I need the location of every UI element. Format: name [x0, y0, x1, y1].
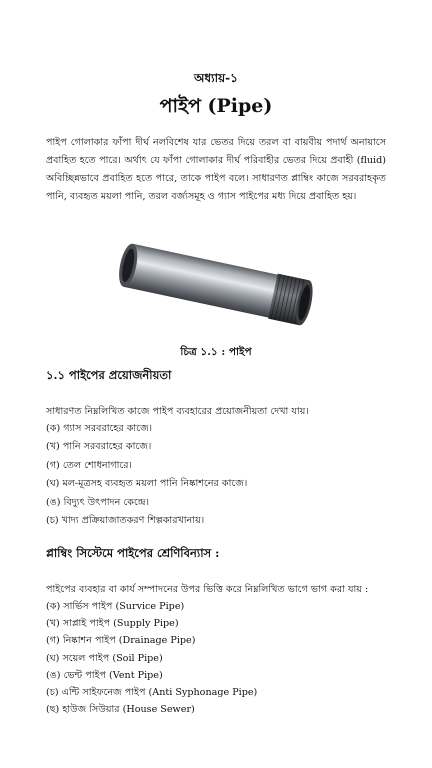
list-item: (ঙ) বিদ্যুৎ উৎপাদন কেন্দ্রে। — [46, 496, 150, 508]
list-item: (ঘ) মল-মূত্রসহ ব্যবহৃত ময়লা পানি নিষ্কাশনের কাজে। — [46, 478, 248, 490]
chapter-label: অধ্যায়-১ — [194, 71, 238, 85]
list-item: (গ) নিষ্কাশন পাইপ (Drainage Pipe) — [46, 635, 196, 647]
list-item: (ক) সার্ভিস পাইপ (Survice Pipe) — [46, 601, 185, 612]
list-item: (ঙ) ভেন্ট পাইপ (Vent Pipe) — [46, 669, 163, 681]
section-heading-classification: প্লাম্বিং সিস্টেমে পাইপের শ্রেণিবিন্যাস : — [46, 546, 220, 560]
list-item: (ছ) হাউজ সিউয়ার (House Sewer) — [46, 704, 195, 716]
necessity-list — [46, 420, 247, 530]
list-item: (খ) পানি সরবরাহের কাজে। — [46, 441, 152, 453]
section-heading-necessity: ১.১ পাইপের প্রয়োজনীয়তা — [46, 368, 172, 382]
pipe-image — [106, 240, 326, 330]
classification-list — [46, 598, 257, 718]
list-item: (গ) তেল শোধনাগারে। — [46, 459, 132, 471]
necessity-lead: সাধারণত নিম্নলিখিত কাজে পাইপ ব্যবহারের প্রয়োজনীয়তা দেখা যায়। — [46, 406, 309, 417]
list-item: (চ) এন্টি সাইফনেজ পাইপ (Anti Syphonage Pipe) — [46, 686, 258, 698]
list-item: (ঘ) সয়েল পাইপ (Soil Pipe) — [46, 652, 163, 664]
list-item: (চ) খাদ্য প্রক্রিয়াজাতকরণ শিল্পকারখানায়। — [46, 514, 205, 526]
list-item: (ক) গ্যাস সরবরাহের কাজে। — [46, 423, 153, 434]
intro-paragraph: পাইপ গোলাকার ফাঁপা দীর্ঘ নলবিশেষ যার ভেতর দিয়ে তরল বা বায়বীয় পদার্থ অনায়াসে প্রবাহিত হতে পারে। অর্থাৎ যে ফাঁপা গোলাকার দীর্ঘ পরিবাহীর ভেতর দিয়ে প্রবাহী (fluid) অবিচ্ছিন্নভাবে প্রবাহিত হতে পারে, তাকে পাইপ বলে। সাধারণত প্লাম্বিং কাজে সরবরাহকৃত পানি, ব্যবহৃত ময়লা পানি, তরল বর্জ্যসমূহ ও গ্যাস পাইপের মধ্য দিয়ে প্রবাহিত হয়। — [46, 137, 386, 202]
figure-caption: চিত্র ১.১ : পাইপ — [180, 346, 252, 358]
classification-lead: পাইপের ব্যবহার বা কার্য সম্পাদনের উপর ভিত্তি করে নিম্নলিখিত ভাগে ভাগ করা যায় : — [46, 584, 369, 595]
page-title: পাইপ (Pipe) — [159, 95, 273, 117]
list-item: (খ) সাপ্লাই পাইপ (Supply Pipe) — [46, 618, 179, 630]
